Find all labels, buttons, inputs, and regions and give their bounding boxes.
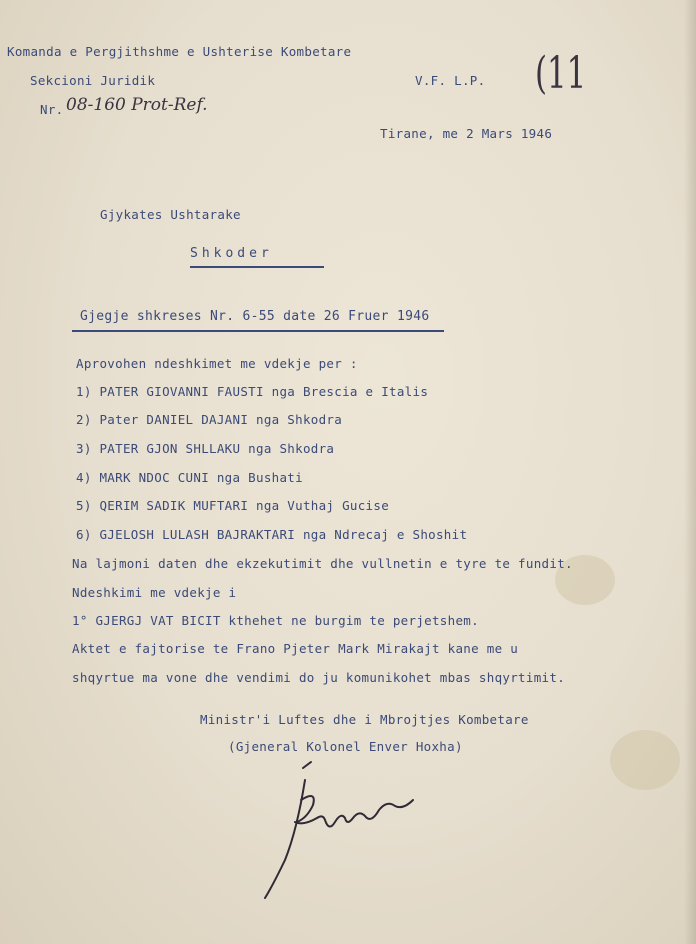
org-name: Komanda e Pergjithshme e Ushterise Kombetare bbox=[7, 44, 352, 59]
recipient-city: Shkoder bbox=[190, 246, 273, 261]
section-name: Sekcioni Juridik bbox=[30, 73, 156, 88]
list-item: 6) GJELOSH LULASH BAJRAKTARI nga Ndrecaj e Shoshit bbox=[76, 527, 468, 542]
protocol-handwritten: 08-160 Prot-Ref. bbox=[66, 95, 208, 115]
signatory-name: (Gjeneral Kolonel Enver Hoxha) bbox=[228, 739, 463, 754]
body-line: 1° GJERGJ VAT BICIT kthehet ne burgim te perjetshem. bbox=[72, 613, 479, 628]
list-item: 5) QERIM SADIK MUFTARI nga Vuthaj Gucise bbox=[76, 498, 390, 513]
subject-line: Gjegje shkreses Nr. 6-55 date 26 Fruer 1946 bbox=[80, 309, 430, 324]
list-item: 3) PATER GJON SHLLAKU nga Shkodra bbox=[76, 441, 335, 456]
intro-line: Aprovohen ndeshkimet me vdekje per : bbox=[76, 356, 358, 371]
paper-stain bbox=[610, 730, 680, 790]
body-line: shqyrtue ma vone dhe vendimi do ju komunikohet mbas shqyrtimit. bbox=[72, 670, 566, 685]
recipient: Gjykates Ushtarake bbox=[100, 207, 241, 222]
body-line: Ndeshkimi me vdekje i bbox=[72, 585, 237, 600]
signatory-title: Ministr'i Luftes dhe i Mbrojtjes Kombetare bbox=[200, 712, 529, 727]
signature-handwritten bbox=[225, 760, 435, 910]
city-underline bbox=[190, 266, 324, 268]
page-number-handwritten: (11 bbox=[535, 48, 587, 99]
list-item: 4) MARK NDOC CUNI nga Bushati bbox=[76, 470, 303, 485]
subject-underline bbox=[72, 330, 444, 332]
nr-label: Nr. bbox=[40, 102, 64, 117]
list-item: 2) Pater DANIEL DAJANI nga Shkodra bbox=[76, 412, 343, 427]
vf-lp: V.F. L.P. bbox=[415, 73, 486, 88]
list-item: 1) PATER GIOVANNI FAUSTI nga Brescia e Italis bbox=[76, 384, 429, 399]
body-line: Aktet e fajtorise te Frano Pjeter Mark Mirakajt kane me u bbox=[72, 641, 519, 656]
place-date: Tirane, me 2 Mars 1946 bbox=[380, 126, 553, 141]
body-line: Na lajmoni daten dhe ekzekutimit dhe vullnetin e tyre te fundit. bbox=[72, 556, 573, 571]
